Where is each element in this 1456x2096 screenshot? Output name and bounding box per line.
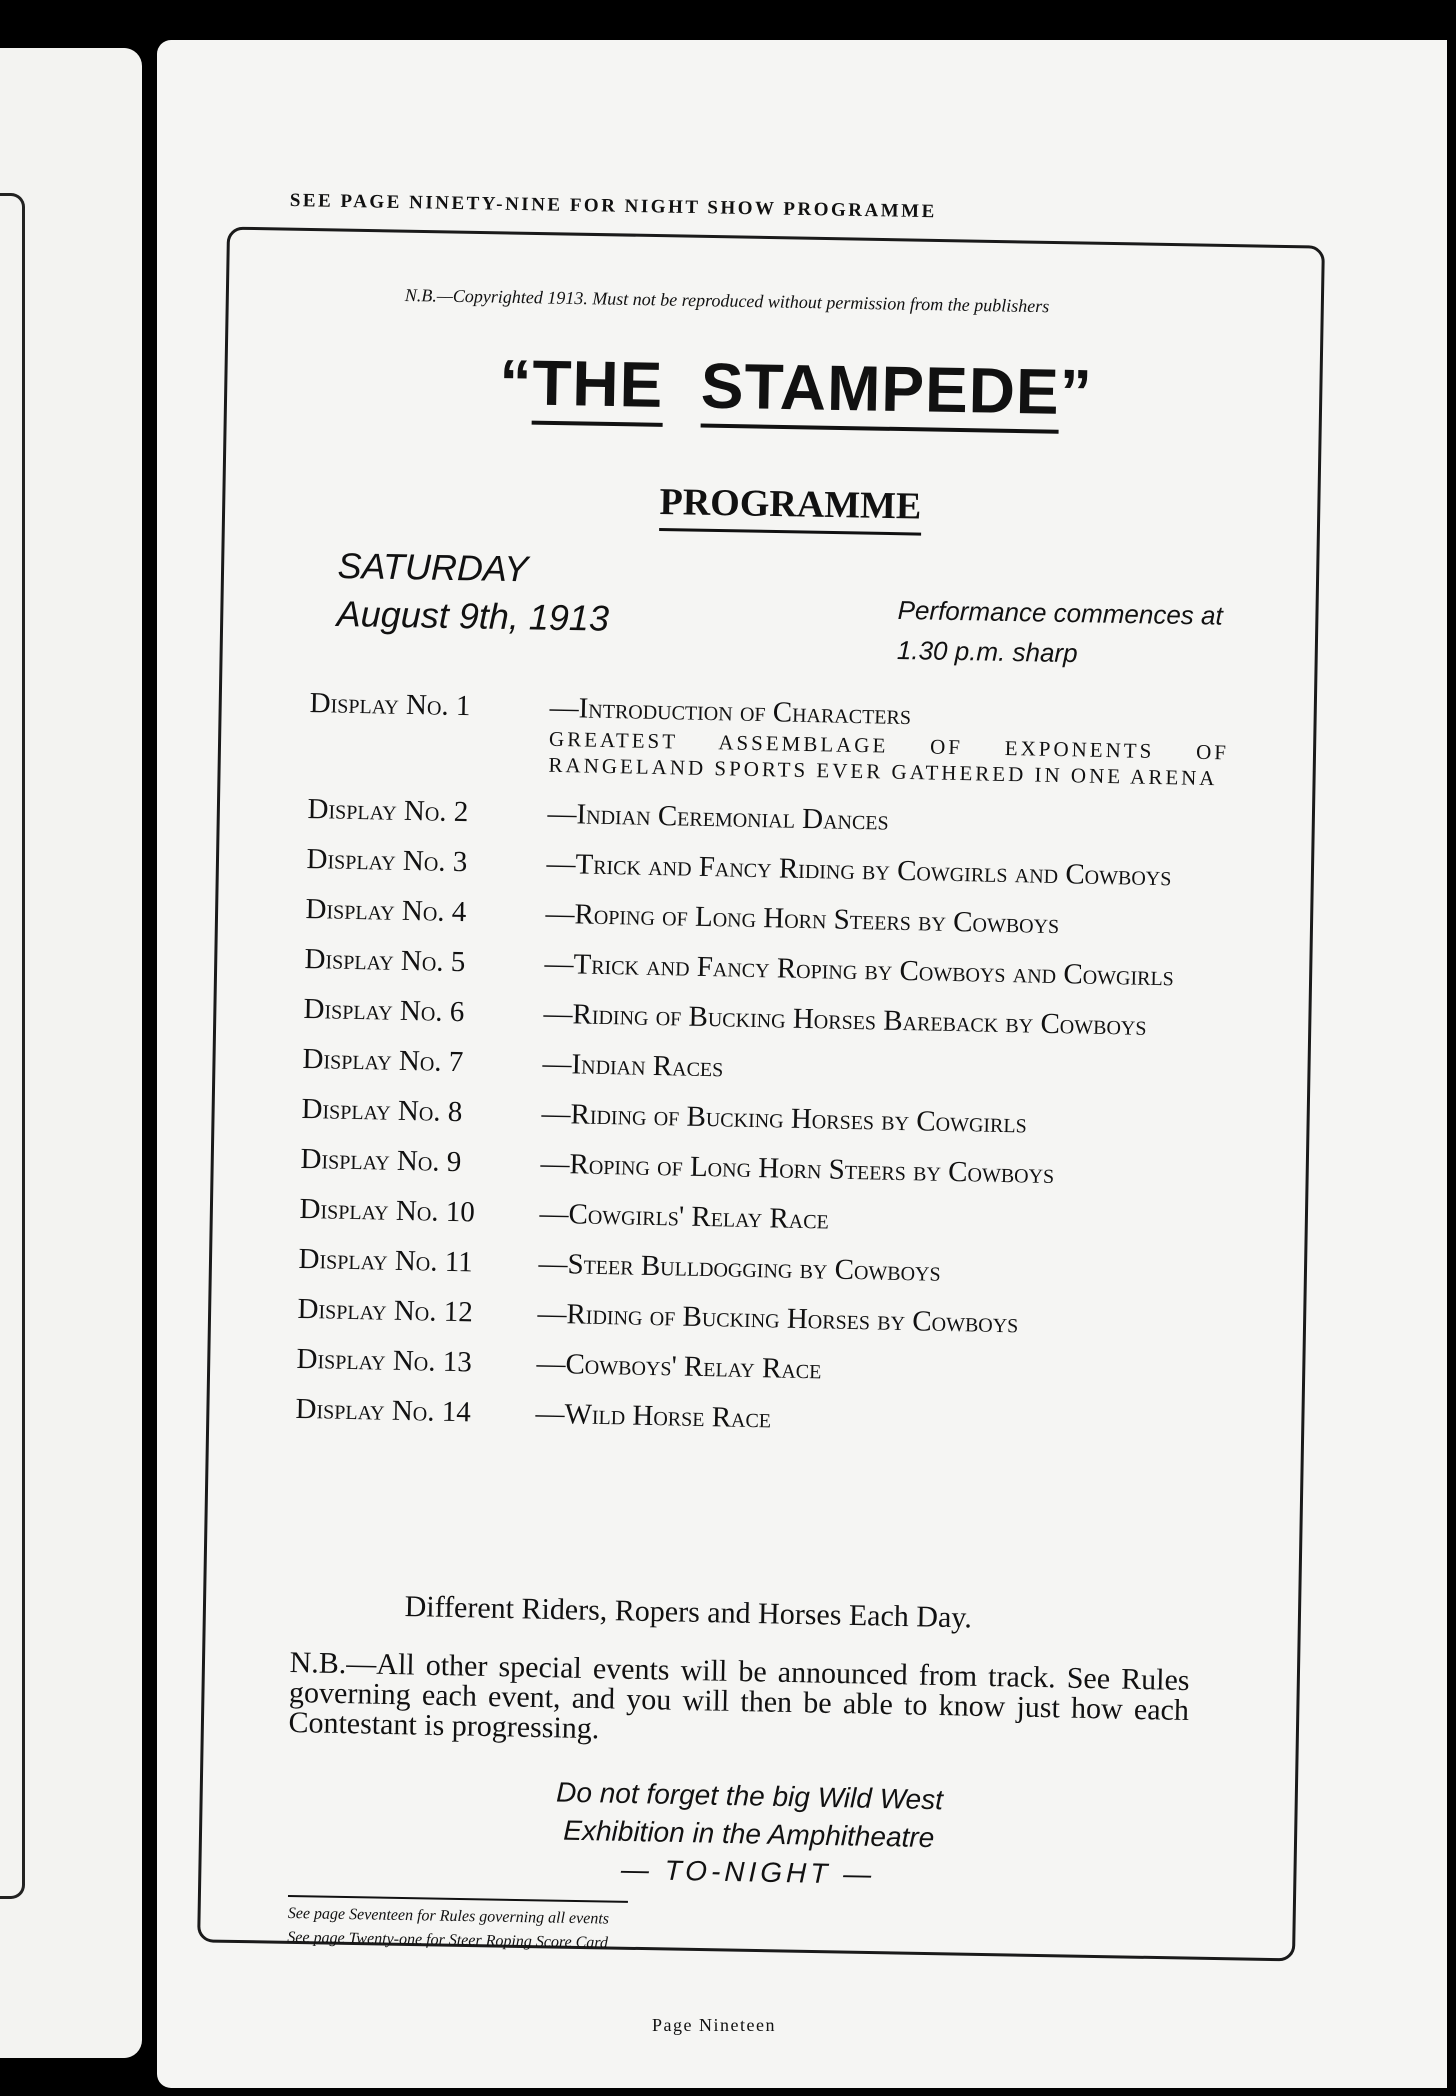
display-event: —Riding of Bucking Horses by Cowgirls — [541, 1097, 1028, 1140]
date-text: August 9th, 1913 — [336, 592, 610, 639]
date-block — [336, 542, 610, 643]
footnotes — [287, 1902, 609, 1956]
display-label: Display No. 6 — [303, 992, 465, 1029]
performance-time — [897, 590, 1223, 676]
display-event: —Wild Horse Race — [535, 1397, 772, 1435]
display-label: Display No. 10 — [299, 1192, 476, 1229]
display-row — [304, 942, 1224, 993]
footnote: See page Twenty-one for Steer Roping Score Card — [287, 1928, 609, 1952]
display-event-text: —Introduction of Characters — [549, 691, 912, 732]
display-event: —Indian Races — [542, 1047, 724, 1084]
display-label: Display No. 14 — [295, 1392, 472, 1429]
reminder-line-1: Do not forget the big Wild West — [555, 1776, 944, 1816]
title-word-stampede: STAMPEDE — [700, 350, 1060, 434]
reminder-line-3: — TO-NIGHT — — [620, 1853, 876, 1890]
display-event — [548, 691, 1230, 792]
programme-heading: PROGRAMME — [659, 480, 922, 536]
title-close-quote: ” — [1059, 355, 1094, 429]
display-row — [306, 842, 1226, 893]
performance-line-1: Performance commences at — [897, 594, 1224, 631]
display-row — [303, 992, 1223, 1042]
display-event: —Riding of Bucking Horses Bareback by Cowboys — [543, 997, 1147, 1042]
facing-page-edge — [0, 48, 142, 2058]
display-row — [298, 1242, 1218, 1291]
display-row — [296, 1342, 1216, 1391]
title — [499, 345, 1094, 429]
display-row — [299, 1192, 1219, 1241]
display-label: Display No. 3 — [306, 842, 468, 879]
display-event: —Indian Ceremonial Dances — [547, 797, 890, 837]
day-of-week: SATURDAY — [337, 544, 529, 590]
display-event: —Trick and Fancy Riding by Cowgirls and Cowboys — [546, 847, 1172, 893]
running-head: SEE PAGE NINETY-NINE FOR NIGHT SHOW PROGRAMME — [289, 190, 937, 223]
display-label: Display No. 13 — [296, 1342, 473, 1379]
display-row — [300, 1142, 1220, 1191]
display-event: —Trick and Fancy Roping by Cowboys and Cowgirls — [544, 947, 1175, 993]
reminder-line-2: Exhibition in the Amphitheatre — [563, 1814, 935, 1854]
display-label: Display No. 2 — [307, 792, 469, 829]
display-label: Display No. 11 — [298, 1242, 474, 1279]
display-label: Display No. 7 — [302, 1042, 464, 1079]
display-label: Display No. 9 — [300, 1142, 462, 1179]
display-row — [308, 687, 1230, 791]
night-show-reminder — [478, 1772, 1020, 1897]
display-row — [295, 1392, 1215, 1441]
page-number: Page Nineteen — [652, 2015, 776, 2035]
footnote: See page Seventeen for Rules governing all events — [287, 1904, 610, 1928]
display-row — [307, 792, 1227, 841]
title-word-the: THE — [532, 347, 664, 427]
display-label: Display No. 8 — [301, 1092, 463, 1129]
title-open-quote: “ — [498, 345, 533, 419]
display-label: Display No. 1 — [309, 687, 471, 723]
display-label: Display No. 5 — [304, 942, 466, 979]
display-subtext: GREATEST ASSEMBLAGE OF EXPONENTS OF RANGELAND SPORTS EVER GATHERED IN ONE ARENA — [548, 726, 1230, 791]
display-label: Display No. 4 — [305, 892, 467, 929]
facing-page-border — [0, 193, 25, 1899]
display-list — [295, 687, 1230, 1464]
copyright-notice: N.B.—Copyrighted 1913. Must not be reproduced without permission from the publishers — [404, 285, 1050, 317]
display-row — [302, 1042, 1222, 1091]
performance-line-2: 1.30 p.m. sharp — [896, 634, 1078, 669]
nb-announcement: N.B.—All other special events will be announced from track. See Rules governing each event, and you will then be able to know just how each Contestant is progressing. — [288, 1646, 1190, 1746]
display-label: Display No. 12 — [297, 1292, 474, 1329]
display-event: —Roping of Long Horn Steers by Cowboys — [540, 1147, 1055, 1191]
display-event: —Steer Bulldogging by Cowboys — [538, 1247, 941, 1288]
display-row — [297, 1292, 1217, 1341]
display-row — [305, 892, 1225, 941]
different-riders-note: Different Riders, Ropers and Horses Each Day. — [404, 1590, 973, 1635]
display-row — [301, 1092, 1221, 1141]
display-event: —Cowboys' Relay Race — [536, 1347, 822, 1386]
display-event: —Riding of Bucking Horses by Cowboys — [537, 1297, 1019, 1340]
display-event: —Cowgirls' Relay Race — [539, 1197, 830, 1236]
display-event: —Roping of Long Horn Steers by Cowboys — [545, 897, 1060, 941]
